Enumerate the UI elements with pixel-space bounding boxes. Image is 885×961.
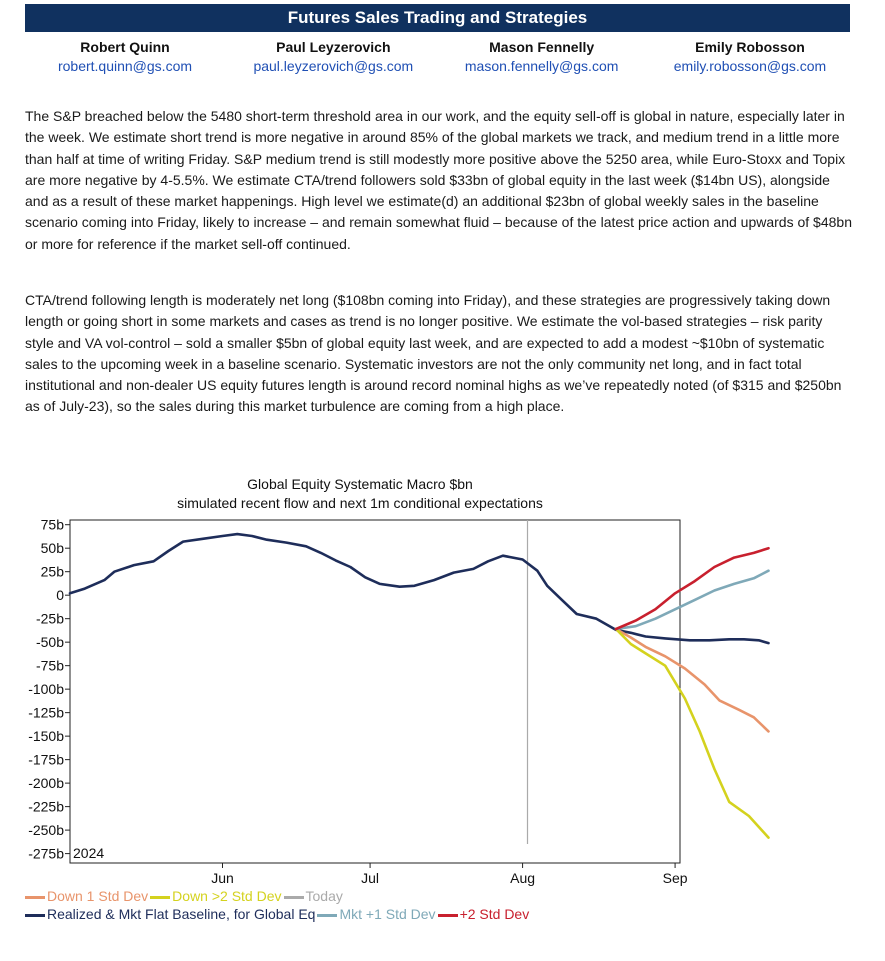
legend-label: Today: [305, 888, 343, 904]
legend-label: +2 Std Dev: [459, 906, 530, 922]
series-line: [616, 548, 769, 629]
y-tick-label: -275b: [28, 845, 64, 862]
legend-item: [150, 888, 281, 904]
year-label: 2024: [73, 845, 105, 861]
y-tick-label: -75b: [35, 657, 64, 674]
x-tick-label: Jun: [211, 870, 234, 886]
legend-item: [284, 888, 343, 904]
author-email[interactable]: emily.robosson@gs.com: [673, 58, 827, 74]
series-line: [616, 629, 769, 838]
x-tick-label: Sep: [662, 870, 688, 886]
legend-item: [25, 888, 148, 904]
body-paragraph-1: The S&P breached below the 5480 short-term threshold area in our work, and the equity sell-off is global in nature, especially later in the week. We estimate short trend is more negative in around 85% of the global markets we track, and medium trend in a little more than half at time of writing Friday. S&P medium trend is still modestly more positive above the 5250 area, while Euro-Stoxx and Topix are more negative by 4-5.5%. We estimate CTA/trend followers sold $33bn of global equity in the last week ($14bn US), alongside and as a result of these market happenings. High level we estimate(d) an additional $23bn of global weekly sales in the baseline scenario coming into Friday, likely to increase – and remain somewhat fluid – because of the latest price action and upwards of $48bn or more for reference if the market sell-off continued.: [25, 108, 852, 252]
y-tick-label: 0: [56, 587, 64, 604]
author-list: [25, 38, 850, 78]
report-banner: [25, 4, 850, 32]
report-title: Futures Sales Trading and Strategies: [287, 8, 588, 27]
legend-row-2: [25, 905, 531, 923]
legend-item: [317, 906, 435, 922]
legend-swatch: [438, 914, 458, 917]
chart-svg: [0, 470, 885, 930]
legend-swatch: [25, 896, 45, 899]
author-card: [233, 38, 433, 78]
y-tick-label: -225b: [28, 798, 64, 815]
y-tick-label: -50b: [35, 634, 64, 651]
author-email[interactable]: robert.quinn@gs.com: [57, 58, 193, 74]
y-tick-label: -175b: [28, 751, 64, 768]
y-tick-label: -125b: [28, 704, 64, 721]
y-tick-label: -100b: [28, 681, 64, 698]
y-tick-label: -200b: [28, 775, 64, 792]
legend-item: [438, 906, 530, 922]
legend-label: Mkt +1 Std Dev: [339, 906, 436, 922]
legend-swatch: [284, 896, 304, 899]
legend-swatch: [25, 914, 45, 917]
author-name: Emily Robosson: [695, 39, 805, 55]
y-tick-label: 75b: [40, 516, 64, 533]
series-line: [70, 534, 769, 643]
author-name: Mason Fennelly: [489, 39, 595, 55]
chart-title: Global Equity Systematic Macro $bn: [247, 476, 473, 492]
legend-row-1: [25, 887, 345, 905]
body-paragraph-2: CTA/trend following length is moderately net long ($108bn coming into Friday), and these strategies are progressively taking down length or going short in some markets and cases as trend is no longer positive. We estimate the vol-based strategies – risk parity style and VA vol-control – sold a smaller $5bn of global equity last week, and are expected to add a modest ~$10bn of systematic sales to the upcoming week in a baseline scenario. Systematic investors are not the only community net long, and in fact total institutional and non-dealer US equity futures length is around record nominal highs as we’ve repeatedly noted (of $315 and $250bn as of July-23), so the sales during this market turbulence are coming from a high place.: [25, 292, 842, 415]
legend-item: [25, 906, 315, 922]
y-tick-label: -250b: [28, 822, 64, 839]
x-tick-label: Aug: [510, 870, 536, 886]
legend-swatch: [317, 914, 337, 917]
author-card: [442, 38, 642, 78]
systematic-macro-chart: [0, 470, 885, 930]
chart-series: [70, 520, 769, 844]
author-email[interactable]: mason.fennelly@gs.com: [464, 58, 619, 74]
y-tick-label: 25b: [40, 563, 64, 580]
legend-label: Realized & Mkt Flat Baseline, for Global Eq: [47, 906, 316, 922]
legend-label: Down >2 Std Dev: [172, 888, 282, 904]
author-name: Robert Quinn: [80, 39, 170, 55]
author-card: [650, 38, 850, 78]
legend-label: Down 1 Std Dev: [47, 888, 149, 904]
x-tick-label: Jul: [361, 870, 380, 886]
y-tick-label: -150b: [28, 728, 64, 745]
plot-frame: [70, 520, 680, 863]
author-card: [25, 38, 225, 78]
author-name: Paul Leyzerovich: [276, 39, 391, 55]
author-email[interactable]: paul.leyzerovich@gs.com: [253, 58, 414, 74]
chart-subtitle: simulated recent flow and next 1m conditional expectations: [177, 495, 543, 511]
y-tick-label: 50b: [40, 540, 64, 557]
legend-swatch: [150, 896, 170, 899]
y-tick-label: -25b: [35, 610, 64, 627]
